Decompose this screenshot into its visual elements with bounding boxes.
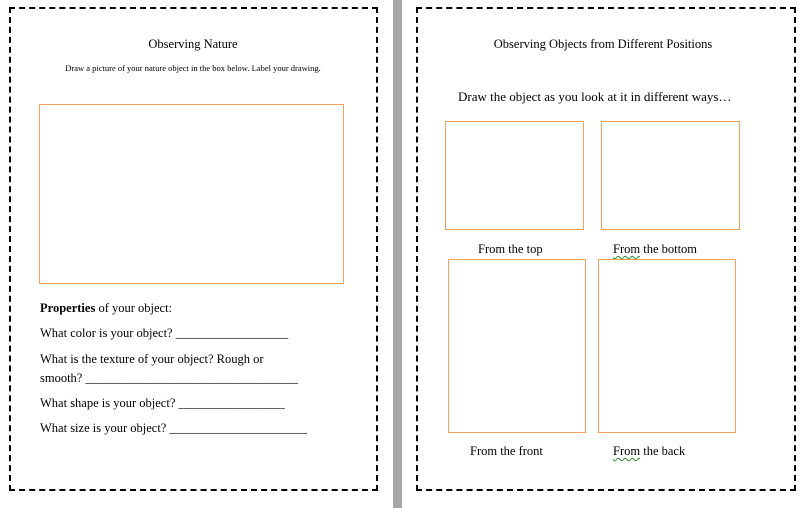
question-size: What size is your object? ______________________ (40, 421, 307, 435)
label-from-top: From the top (478, 242, 543, 256)
label-rest: the back (640, 444, 686, 458)
back-view-box[interactable] (598, 259, 736, 433)
left-page (0, 0, 393, 508)
label-from-back (613, 443, 685, 459)
nature-drawing-box[interactable] (39, 104, 344, 284)
label-from-word: From (613, 444, 641, 458)
label-from-word: From (613, 242, 641, 256)
properties-heading (40, 300, 172, 316)
top-view-box[interactable] (445, 121, 584, 230)
page-title: Observing Objects from Different Positions (493, 37, 713, 51)
page-title: Observing Nature (148, 37, 238, 51)
question-texture-line1: What is the texture of your object? Rough or (40, 352, 264, 366)
front-view-box[interactable] (448, 259, 586, 433)
drawing-instruction: Draw the object as you look at it in different ways… (458, 89, 732, 104)
properties-rest: of your object: (95, 301, 173, 315)
label-from-bottom (613, 241, 697, 257)
label-rest: the bottom (640, 242, 698, 256)
question-color: What color is your object? __________________ (40, 326, 289, 340)
bottom-view-box[interactable] (601, 121, 740, 230)
label-from-front: From the front (470, 444, 543, 458)
right-page (402, 0, 808, 508)
question-texture-line2: smooth? __________________________________ (40, 371, 298, 385)
drawing-instruction: Draw a picture of your nature object in the box below. Label your drawing. (65, 63, 321, 73)
properties-bold: Properties (40, 301, 96, 315)
question-shape: What shape is your object? _________________ (40, 396, 285, 410)
